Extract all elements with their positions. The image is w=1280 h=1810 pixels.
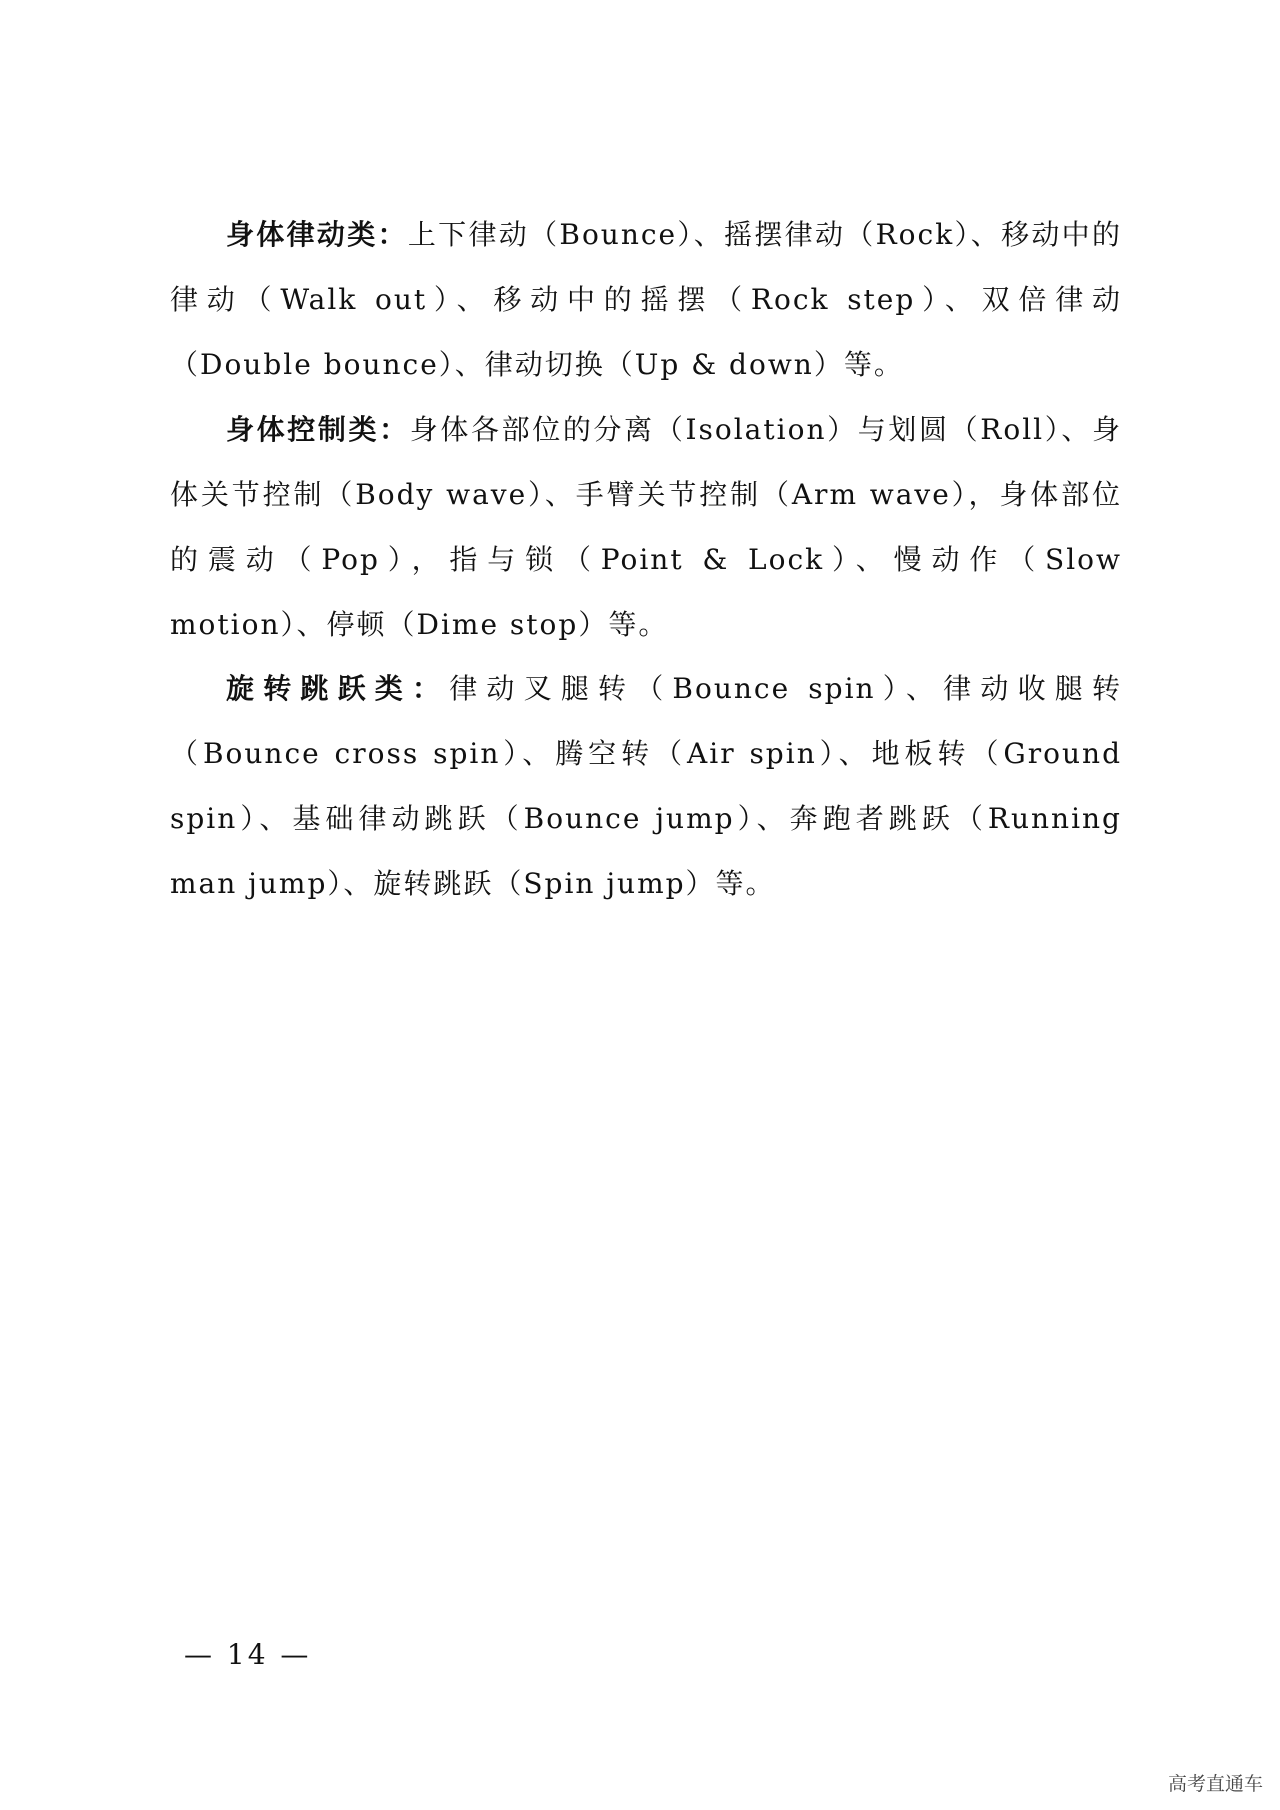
paragraph-body-rhythm [170,202,1122,397]
category-term: 身体律动类： [226,218,408,251]
paragraph-text: 上下律动（Bounce）、摇摆律动（Rock）、移动中的律动（Walk out）、移动中的摇摆（Rock step）、双倍律动（Double bounce）、律动切换（Up & down）等。 [170,218,1122,381]
category-term: 身体控制类： [226,413,410,446]
category-term: 旋转跳跃类： [226,672,450,705]
paragraph-body-control [170,397,1122,657]
watermark: 高考直通车 [1167,1773,1263,1795]
paragraph-text: 律动叉腿转（Bounce spin）、律动收腿转（Bounce cross spin）、腾空转（Air spin）、地板转（Ground spin）、基础律动跳跃（Bounce jump）、奔跑者跳跃（Running man jump）、旋转跳跃（Spin jump）等。 [170,672,1122,900]
page-number: — 14 — [184,1638,312,1671]
paragraph-text: 身体各部位的分离（Isolation）与划圆（Roll）、身体关节控制（Body wave）、手臂关节控制（Arm wave），身体部位的震动（Pop），指与锁（Point & Lock）、慢动作（Slow motion）、停顿（Dime stop）等。 [170,413,1122,641]
paragraph-spin-jump [170,656,1122,916]
